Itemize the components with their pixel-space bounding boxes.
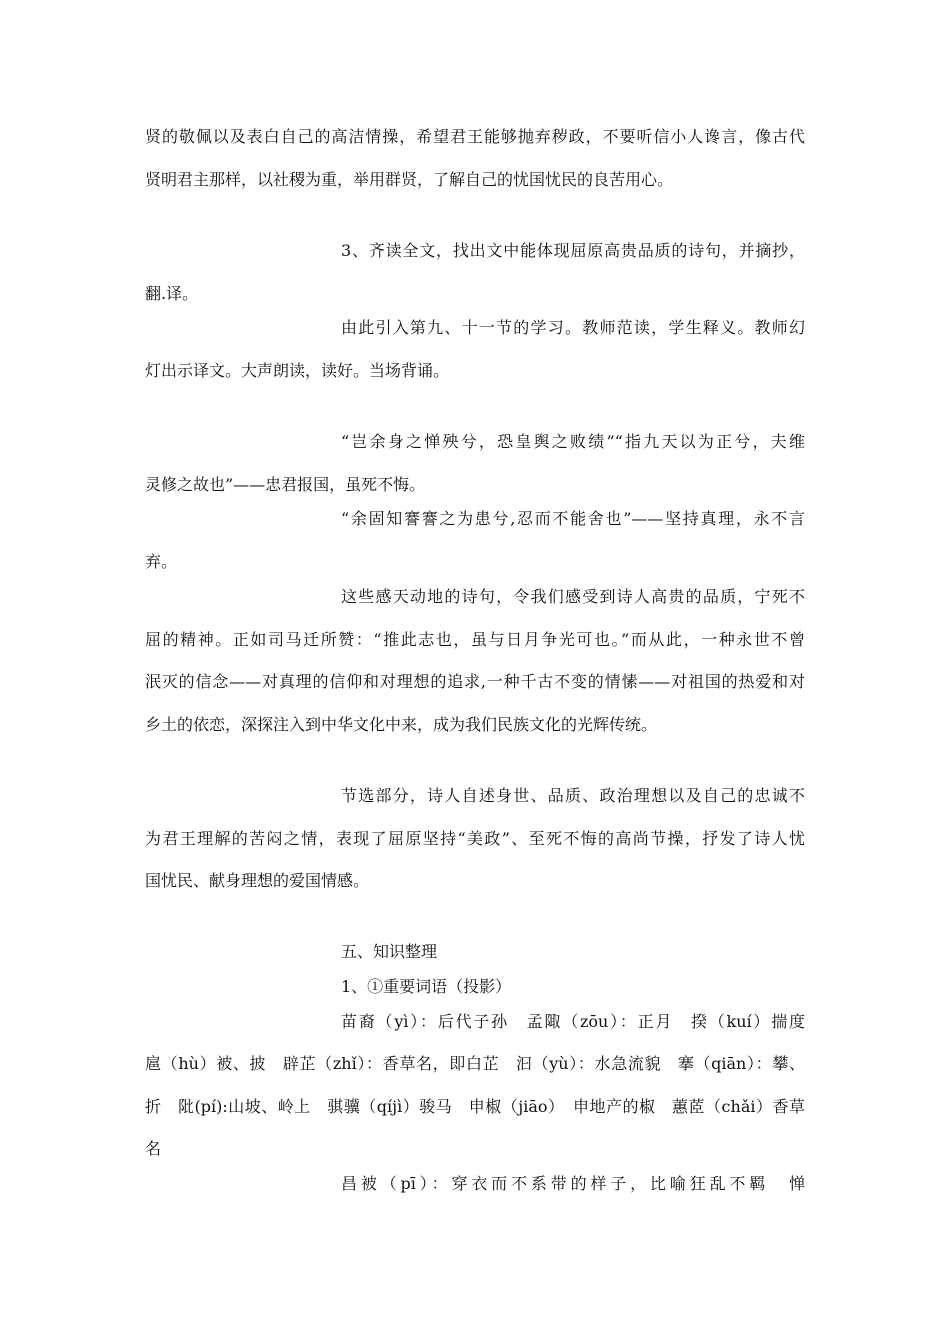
paragraph-line: 泯灭的信念——对真理的信仰和对理想的追求,一种千古不变的情愫——对祖国的热爱和对 [145,672,805,691]
quote-line: “余固知謇謇之为患兮,忍而不能舍也”——坚持真理，永不言 [341,509,805,528]
paragraph-line: 这些感天动地的诗句，令我们感受到诗人高贵的品质，宁死不 [341,587,805,606]
paragraph-line: 翻.译。 [145,284,199,303]
subsection-heading: 1、①重要词语（投影） [341,977,512,996]
vocab-line: 昌被（pī）：穿衣而不系带的样子，比喻狂乱不羁 惮 [341,1174,805,1193]
paragraph-line: 贤的敬佩以及表白自己的高洁情操，希望君王能够抛弃秽政，不要听信小人谗言，像古代 [145,127,805,146]
paragraph-line: 乡土的依恋，深探注入到中华文化中来，成为我们民族文化的光辉传统。 [145,715,658,734]
paragraph-line: 由此引入第九、十一节的学习。教师范读，学生释义。教师幻 [341,318,805,337]
section-heading: 五、知识整理 [341,942,438,961]
paragraph-line: 为君王理解的苦闷之情，表现了屈原坚持“美政”、至死不悔的高尚节操，抒发了诗人忧 [145,829,805,848]
task-heading-line: 3、齐读全文，找出文中能体现屈原高贵品质的诗句，并摘抄， [341,241,805,260]
vocab-line: 名 [145,1139,162,1158]
vocab-line: 苗裔（yì）：后代子孙 孟陬（zōu）：正月 揆（kuí）揣度 [341,1012,805,1031]
vocab-line: 折 阰(pí):山坡、岭上 骐骥（qíjì）骏马 申椒（jiāo） 申地产的椒 蕙茝（chǎi）香草 [145,1097,805,1116]
paragraph-line: 节选部分，诗人自述身世、品质、政治理想以及自己的忠诚不 [341,786,805,805]
paragraph-line: 国忧民、献身理想的爱国情感。 [145,871,370,890]
quote-line: 灵修之故也”——忠君报国，虽死不悔。 [145,475,426,494]
paragraph-line: 灯出示译文。大声朗读，读好。当场背诵。 [145,361,450,380]
paragraph-line: 屈的精神。正如司马迁所赞：“推此志也，虽与日月争光可也。”而从此，一种永世不曾 [145,630,805,649]
quote-line: 弃。 [145,552,178,571]
quote-line: “岂余身之惮殃兮，恐皇舆之败绩”“指九天以为正兮，夫维 [341,432,805,451]
paragraph-line: 贤明君主那样，以社稷为重，举用群贤，了解自己的忧国忧民的良苦用心。 [145,170,674,189]
vocab-line: 扈（hù）被、披 辟芷（zhǐ）：香草名，即白芷 汩（yù）：水急流貌 搴（qiān）：攀、 [145,1054,805,1073]
